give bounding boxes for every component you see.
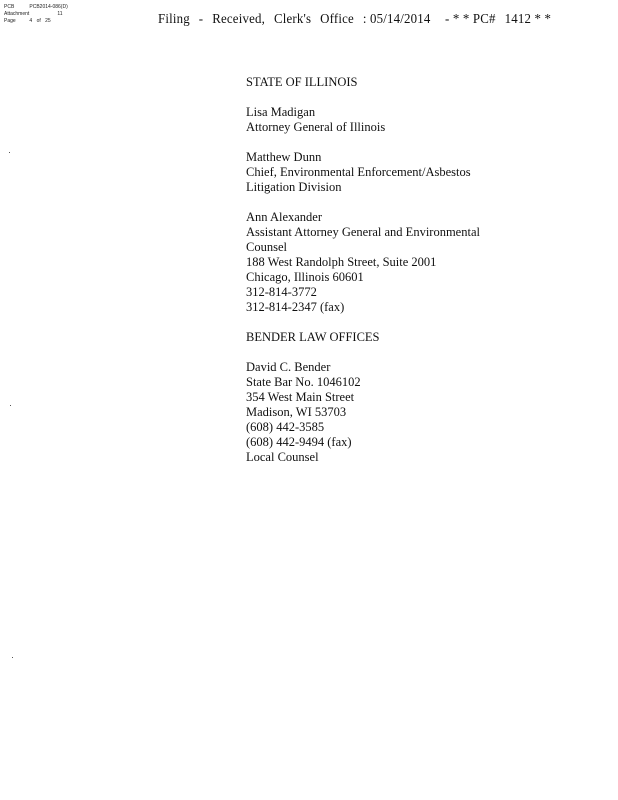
law-offices-heading: BENDER LAW OFFICES — [246, 330, 380, 344]
header-pc: - * * PC# — [444, 12, 496, 27]
aag-title-cont: Counsel — [246, 240, 287, 254]
stamp-pcb-value: PCB2014-086(D) — [29, 4, 68, 10]
counsel-bar-number: State Bar No. 1046102 — [246, 375, 361, 389]
block-assistant-ag — [246, 210, 546, 315]
aag-street: 188 West Randolph Street, Suite 2001 — [246, 255, 437, 269]
stamp-attachment-row — [4, 11, 84, 18]
stamp-pcb-label: PCB — [4, 4, 15, 10]
scan-speck — [12, 657, 13, 658]
scan-speck — [9, 152, 10, 153]
block-attorney-general — [246, 105, 546, 135]
chief-name: Matthew Dunn — [246, 150, 322, 164]
aag-fax: 312-814-2347 (fax) — [246, 300, 345, 314]
scan-speck — [10, 405, 11, 406]
header-dash: - — [198, 12, 204, 27]
counsel-role: Local Counsel — [246, 450, 319, 464]
stamp-page-label: Page — [4, 18, 16, 24]
stamp-page-value: 4 — [29, 18, 33, 24]
counsel-fax: (608) 442-9494 (fax) — [246, 435, 352, 449]
header-date: : 05/14/2014 — [362, 12, 431, 27]
counsel-street: 354 West Main Street — [246, 390, 355, 404]
aag-title: Assistant Attorney General and Environmental — [246, 225, 480, 239]
stamp-page-of: of — [36, 18, 41, 24]
filing-stamp — [4, 4, 84, 25]
state-heading: STATE OF ILLINOIS — [246, 75, 358, 89]
header-pc-number: 1412 * * — [504, 12, 552, 27]
aag-name: Ann Alexander — [246, 210, 323, 224]
signature-block — [246, 75, 546, 480]
aag-phone: 312-814-3772 — [246, 285, 317, 299]
stamp-page-total: 25 — [45, 18, 51, 24]
ag-title: Attorney General of Illinois — [246, 120, 386, 134]
stamp-pcb-row — [4, 4, 84, 11]
block-chief — [246, 150, 546, 195]
chief-division: Litigation Division — [246, 180, 342, 194]
block-local-counsel — [246, 360, 546, 465]
stamp-page-row — [4, 18, 84, 25]
counsel-phone: (608) 442-3585 — [246, 420, 325, 434]
header-clerks: Clerk's — [273, 12, 312, 27]
stamp-attachment-value: 11 — [57, 11, 63, 17]
aag-city: Chicago, Illinois 60601 — [246, 270, 364, 284]
stamp-attachment-label: Attachment — [4, 11, 30, 17]
counsel-city: Madison, WI 53703 — [246, 405, 347, 419]
header-received: Received, — [212, 12, 266, 27]
chief-title: Chief, Environmental Enforcement/Asbestos — [246, 165, 471, 179]
block-state — [246, 75, 546, 90]
header-office: Office — [320, 12, 354, 27]
filing-header — [158, 12, 551, 28]
header-filing: Filing — [158, 12, 190, 27]
block-law-offices — [246, 330, 546, 345]
counsel-name: David C. Bender — [246, 360, 331, 374]
ag-name: Lisa Madigan — [246, 105, 316, 119]
